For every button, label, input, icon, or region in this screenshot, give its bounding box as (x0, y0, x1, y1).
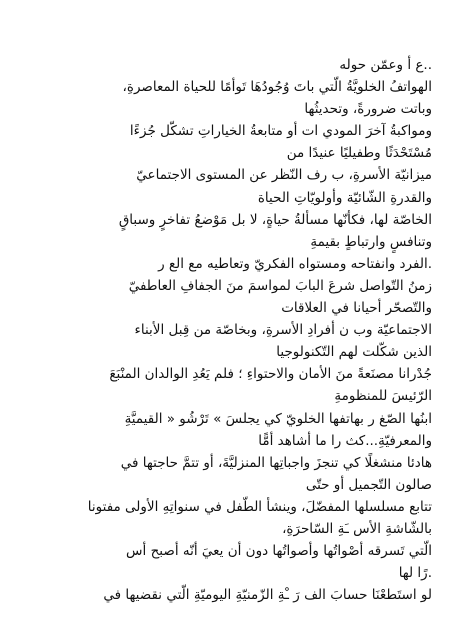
text-line: الاجتماعيّة وب ن أفرادِ الأسرةِ، وبخاصّة من قِبل الأبناء (134, 322, 432, 339)
text-line: زمنُ التّواصل شرعَ البابَ لمواسمَ منَ الجفافِ العاطفيّ (128, 277, 432, 294)
text-line: وباتت ضرورةً، وتحديثُها (304, 101, 432, 118)
text-line: جُدْرانا مصنَعةً منَ الأمان والاحتواءِ ؛ فلم يَعُدِ الوالدان المنْبَعَ (109, 366, 432, 383)
text-line: ومواكبةُ آخرَ المودي ات أو متابعةُ الخياراتِ تشكّل جُزءًا (129, 123, 432, 140)
text-line: لو استَطعْنَا حسابَ الف رَ ـْةِ الزّمنيّةِ اليوميّةِ الّتي نقضيها في (103, 587, 432, 604)
text-line: ابنُها الصّغ ر بهاتفها الخلويّ كي يجلسَ » تَرْشُو « القيميَّةِ (124, 410, 432, 427)
text-line: والمعرفيّةِ...كث را ما أشاهد أمًّا (258, 432, 432, 449)
text-line: مُسْتَحْدَثًا وطفيليًا عنيدًا من (286, 145, 432, 162)
text-line: وتنافسٍ وارتباطٍ بقيمةِ (310, 233, 432, 250)
text-line: الذين شكّلت لهم التّكنولوجيا (276, 344, 432, 361)
text-line: الرّئيسَ للمنظومةِ (334, 388, 432, 405)
text-line: .رًا لها (398, 565, 432, 582)
text-line: بالشّاشةِ الأس ـَةِ السّاحرَةِ، (282, 520, 432, 537)
text-line: الهواتفُ الخلويَّةُ الّتي باتَ وُجُودُهَا تَوأمًا للحياة المعاصرةِ، (122, 79, 432, 96)
text-line: صالون التّجميل أو حتّى (305, 476, 432, 493)
text-line: والقدرةِ الشّائيّة وأولويّاتِ الحياة (257, 189, 432, 206)
text-line: والتّصحّر أحيانا في العلاقات (281, 300, 432, 317)
body-text (20, 54, 432, 606)
text-line: الخاصّة لها، فكأنّها مسألةُ حياةٍ، لا بل مَوْضعُ تفاخرٍ وسباقٍ (118, 211, 432, 228)
text-line: الّتي تَسرقه أصْواتُها وأصواتُها دون أن يعيَ أنّه أصبح أس (126, 543, 432, 560)
text-line: تتابع مسلسلها المفضّلَ، وينشأ الطّفل في سنواتِهِ الأولى مفتونا (87, 498, 432, 515)
text-line: هادئا منشغلًا كي تنجزَ واجباتِها المنزليَّةَ، أو تتمَّ حاجتها في (120, 454, 432, 471)
text-line: ..ع أ وعمّن حوله (339, 57, 432, 73)
text-line: .الفرد وانفتاحه ومستواه الفكريّ وتعاطيه مع الع ر (158, 255, 432, 272)
text-line: ميزانيّة الأسرةِ، ب رف النّظر عن المستوى الاجتماعيّ (136, 167, 432, 184)
